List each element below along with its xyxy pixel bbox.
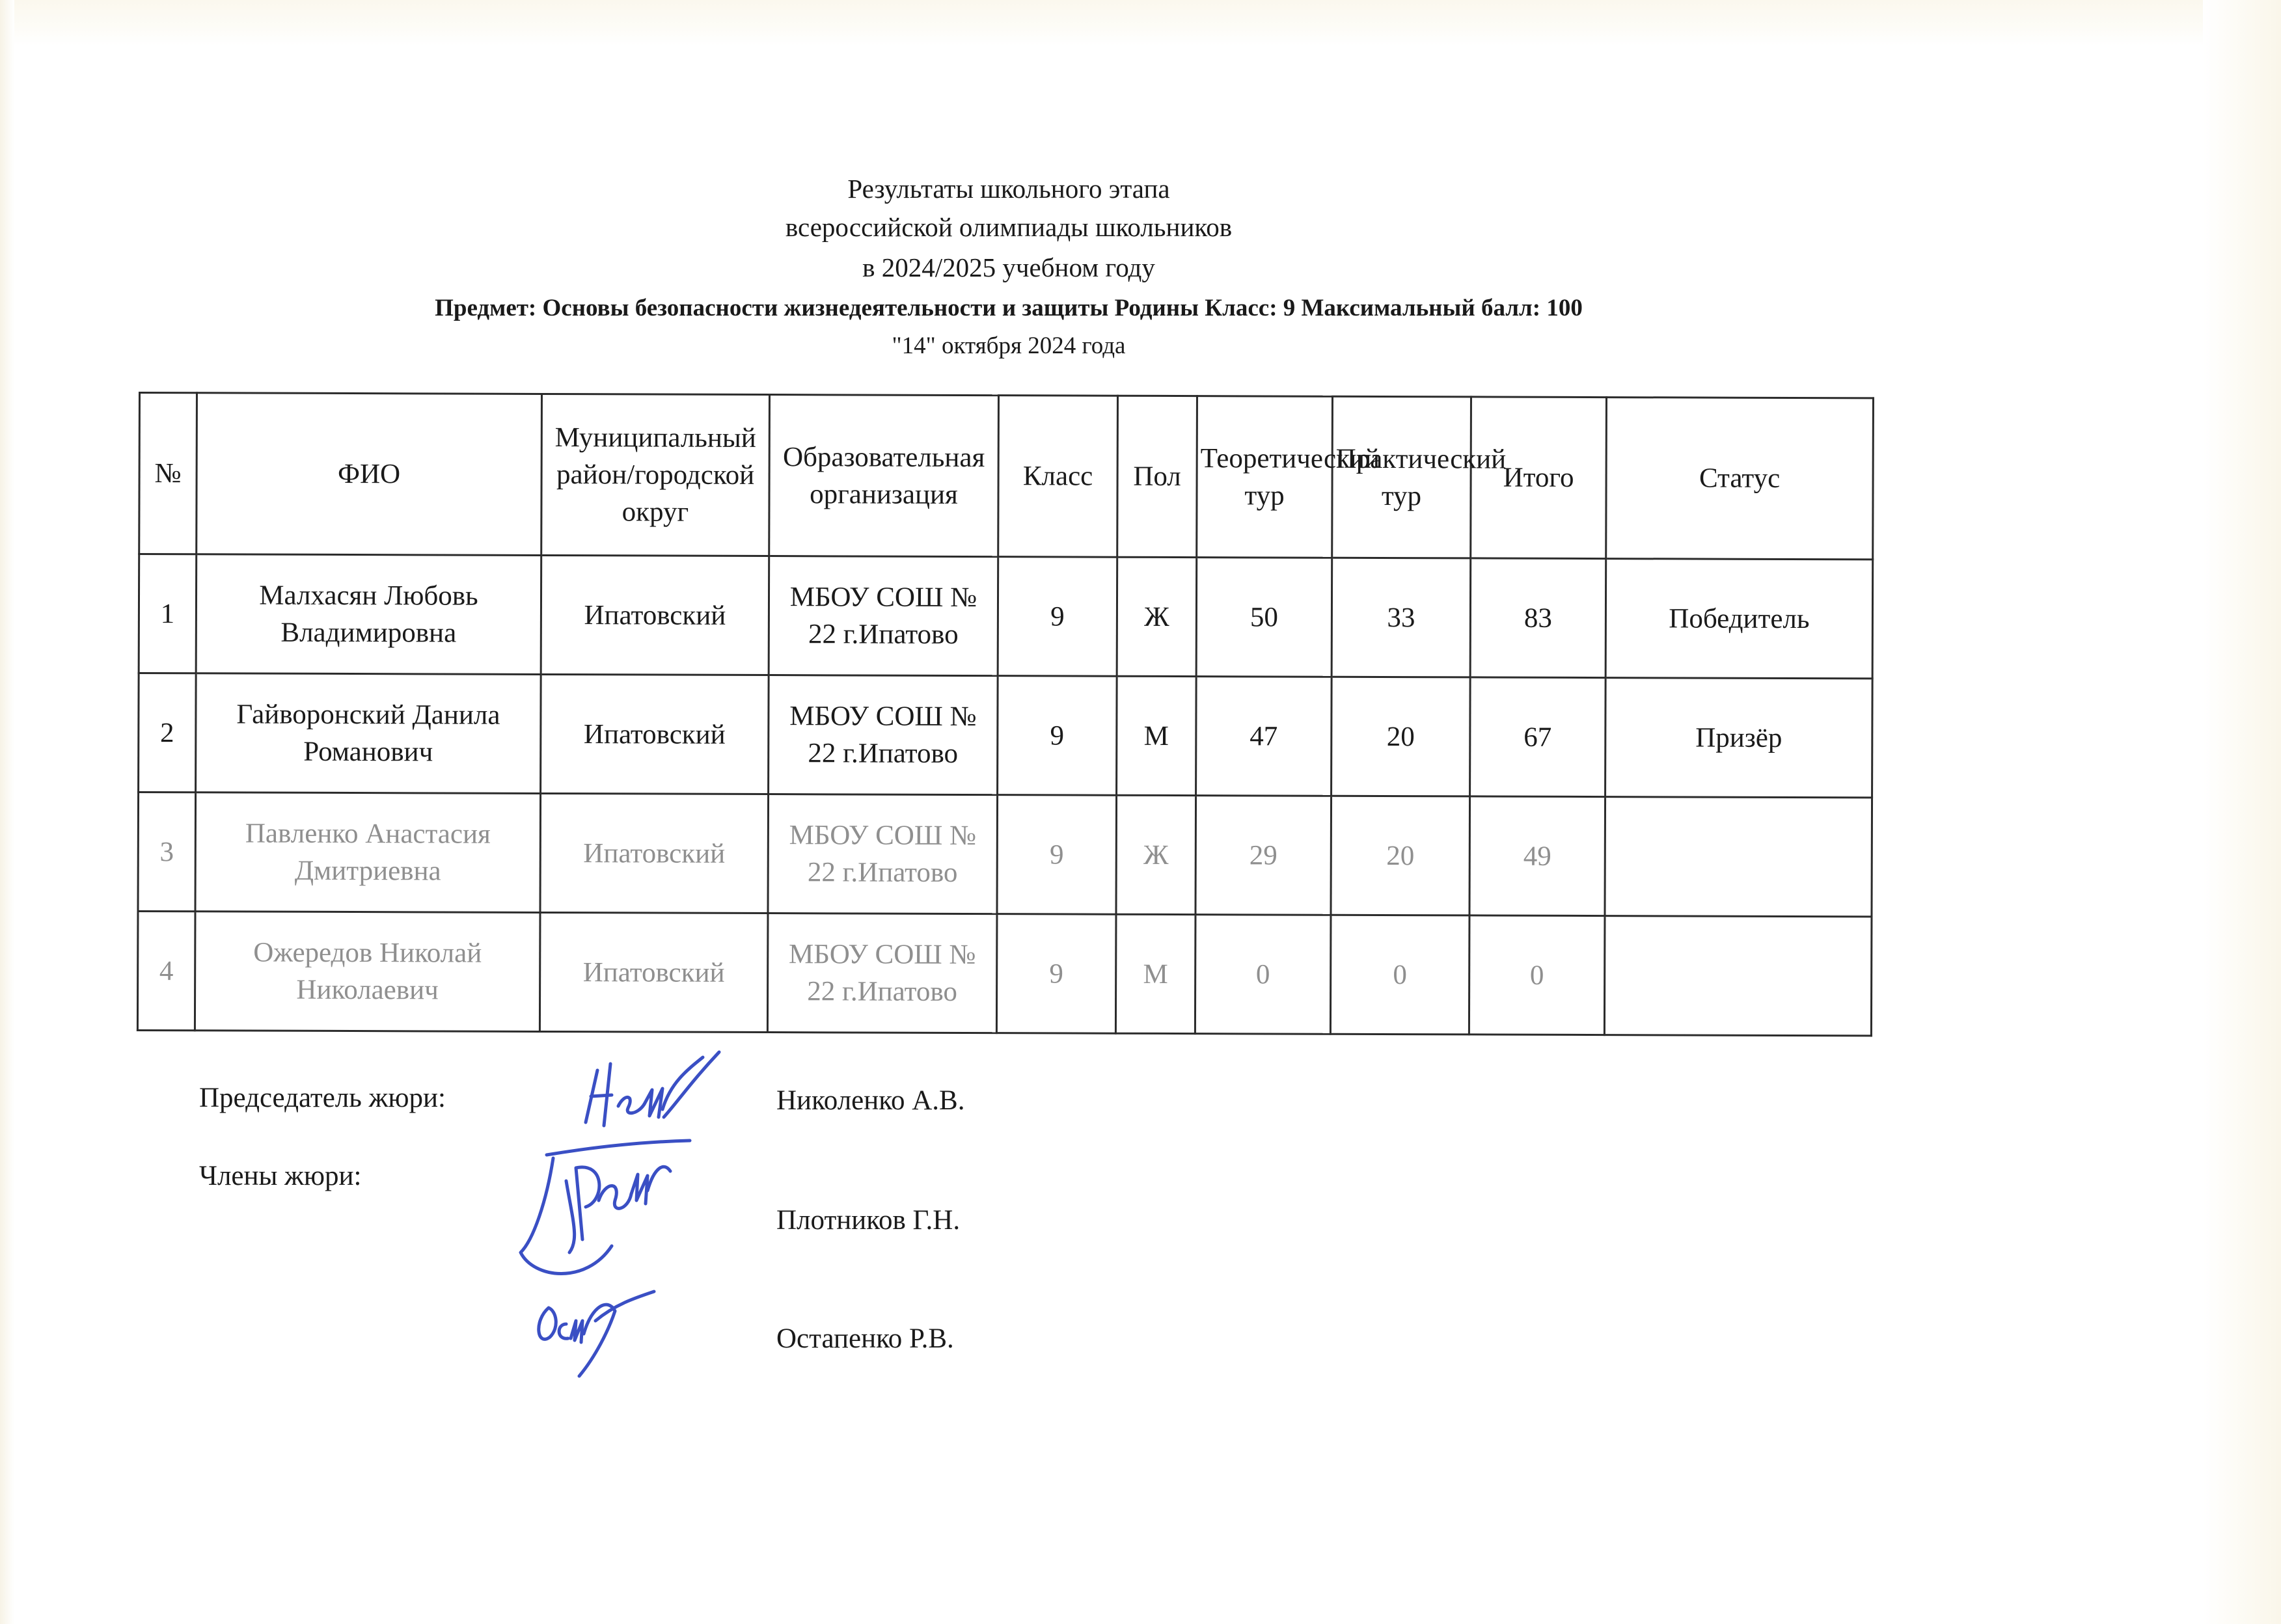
cell-organization: МБОУ СОШ № 22 г.Ипатово <box>769 556 998 676</box>
table-row <box>138 792 1872 917</box>
cell-total: 67 <box>1470 677 1606 797</box>
cell-theory: 0 <box>1195 915 1331 1035</box>
cell-name: Павленко Анастасия Дмитриевна <box>195 792 541 913</box>
table-row <box>137 912 1872 1036</box>
cell-district: Ипатовский <box>540 793 769 913</box>
cell-number: 1 <box>139 554 197 673</box>
cell-theory: 29 <box>1195 796 1332 915</box>
cell-name: Ожередов Николай Николаевич <box>195 912 540 1032</box>
scan-margin-tint <box>0 0 2281 46</box>
table-row <box>139 673 1873 798</box>
cell-status: Победитель <box>1605 559 1873 679</box>
cell-theory: 47 <box>1196 677 1332 796</box>
cell-total: 0 <box>1469 915 1605 1035</box>
jury-chair-name: Николенко А.В. <box>776 1085 965 1116</box>
column-header-status: Статус <box>1606 398 1874 560</box>
cell-status <box>1604 916 1872 1036</box>
title-line-2: всероссийской олимпиады школьников <box>785 212 1233 242</box>
table-header-row <box>139 393 1874 560</box>
jury-member-2-name: Остапенко Р.В. <box>776 1323 954 1354</box>
cell-sex: М <box>1117 676 1197 795</box>
cell-number: 4 <box>137 912 195 1031</box>
jury-members-label: Члены жюри: <box>199 1161 362 1191</box>
cell-grade: 9 <box>998 557 1117 677</box>
signature-chair <box>573 1044 729 1135</box>
column-header-grade: Класс <box>998 396 1118 558</box>
cell-grade: 9 <box>998 676 1117 796</box>
cell-district: Ипатовский <box>541 555 769 675</box>
cell-name: Гайворонский Данила Романович <box>196 673 541 794</box>
title-line-1: Результаты школьного этапа <box>847 174 1170 204</box>
cell-practice: 33 <box>1332 558 1471 677</box>
jury-chair-label: Председатель жюри: <box>199 1083 446 1113</box>
scan-edge-right <box>2203 0 2281 1624</box>
column-header-total: Итого <box>1471 397 1607 559</box>
cell-grade: 9 <box>996 914 1116 1034</box>
cell-number: 3 <box>138 792 196 912</box>
signature-member-1 <box>508 1129 703 1292</box>
cell-total: 49 <box>1469 796 1605 916</box>
column-header-organization: Образовательная организация <box>769 395 999 557</box>
cell-total: 83 <box>1470 558 1606 678</box>
cell-number: 2 <box>139 673 197 792</box>
column-header-name: ФИО <box>197 393 542 556</box>
signature-member-2 <box>530 1285 661 1383</box>
cell-district: Ипатовский <box>540 912 768 1032</box>
column-header-sex: Пол <box>1117 396 1197 557</box>
table-row <box>139 554 1873 679</box>
cell-sex: Ж <box>1117 557 1197 676</box>
cell-practice: 20 <box>1331 796 1470 915</box>
cell-district: Ипатовский <box>541 674 769 794</box>
date-line: "14" октября 2024 года <box>892 332 1126 359</box>
subject-line: Предмет: Основы безопасности жизнедеятельности и защиты Родины Класс: 9 Максимальный балл: 100 <box>435 295 1583 321</box>
title-line-3: в 2024/2025 учебном году <box>862 252 1155 282</box>
cell-organization: МБОУ СОШ № 22 г.Ипатово <box>769 675 998 795</box>
column-header-practice: Практический тур <box>1332 396 1471 558</box>
jury-member-1-name: Плотников Г.Н. <box>776 1205 961 1236</box>
cell-organization: МБОУ СОШ № 22 г.Ипатово <box>768 794 998 914</box>
column-header-district: Муниципальный район/городской округ <box>541 394 770 556</box>
column-header-number: № <box>139 393 197 554</box>
cell-grade: 9 <box>997 795 1117 915</box>
cell-practice: 0 <box>1330 915 1469 1035</box>
cell-sex: Ж <box>1116 795 1196 914</box>
cell-theory: 50 <box>1196 558 1332 677</box>
cell-status <box>1605 797 1872 917</box>
results-table <box>137 392 1874 1036</box>
cell-status: Призёр <box>1605 678 1873 798</box>
cell-organization: МБОУ СОШ № 22 г.Ипатово <box>767 914 997 1033</box>
cell-name: Малхасян Любовь Владимировна <box>196 554 541 675</box>
cell-practice: 20 <box>1332 677 1471 796</box>
cell-sex: М <box>1115 914 1195 1033</box>
column-header-theory: Теоретический тур <box>1197 396 1333 558</box>
